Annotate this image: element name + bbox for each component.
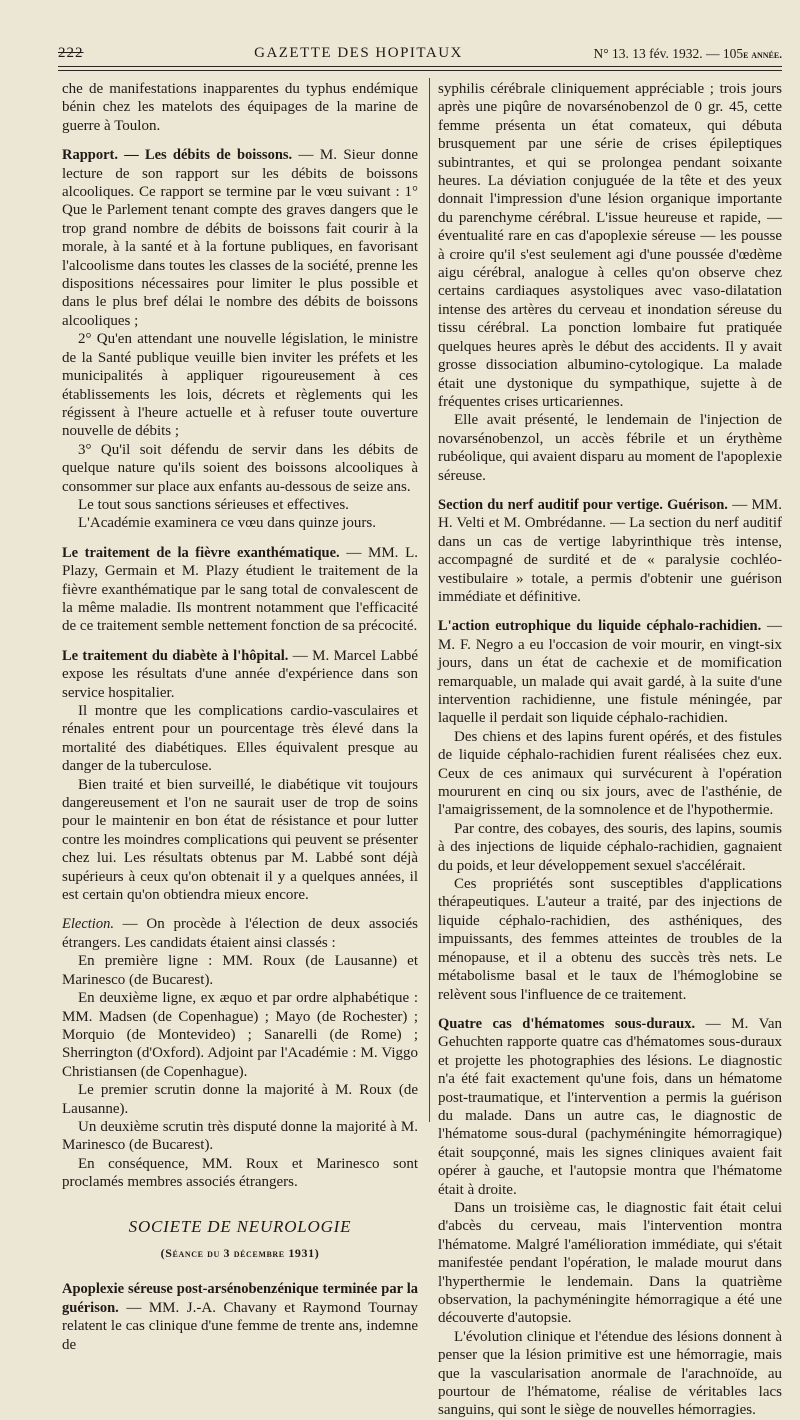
journal-title: GAZETTE DES HOPITAUX	[254, 45, 463, 61]
section-body: — M. F. Negro a eu l'occasion de voir mourir, en vingt-six jours, dans un état de cachexie et de momification remarquable, un malade qui avait gardé, à la suite d'une intervention rachidienne, une fistule méningée, par laquelle il perdait son liquide céphalo-rachidien.	[438, 618, 782, 727]
section-liquide-cephalo	[438, 617, 782, 1004]
paragraph: Par contre, des cobayes, des souris, des lapins, soumis à des injections de liquide céphalo-rachidien, gagnaient du poids, et leur développement sexuel s'accélérait.	[438, 820, 782, 874]
section-body: — M. Van Gehuchten rapporte quatre cas d'hématomes sous-duraux et projette les photographies des lésions. Le diagnostic n'a été fait exactement qu'une fois, dans un hématome post-traumatique, et l'intervention a permis la guérison du malade. Dans un autre cas, le diagnostic de l'hématome sous-dural (pachyméningite hémorragique) était soupçonné, mais les signes cliniques avaient fait opérer à gauche, et l'autopsie montra que l'hématome était à droite.	[438, 1015, 782, 1198]
paragraph: L'évolution clinique et l'étendue des lésions donnent à penser que la lésion primitive est une hémorragie, mais que la vascularisation anormale de l'arachnoïde, au pourtour de l'hématome, réalise de véritables lacs sanguins, qui sont le siège de nouvelles hémorragies.	[438, 1328, 782, 1419]
section-body: — MM. J.-A. Chavany et Raymond Tournay relatent le cas clinique d'une femme de trente ans, indemne de	[62, 1299, 418, 1353]
paragraph: En deuxième ligne, ex æquo et par ordre alphabétique : MM. Madsen (de Copenhague) ; Mayo (de Rochester) ; Morquio (de Montevideo) ; Sanarelli (de Rome) ; Sherrington (d'Oxford). Adjoint par l'Académie : M. Viggo Christiansen (de Copenhague).	[62, 990, 418, 1080]
section-heading: L'action eutrophique du liquide céphalo-rachidien.	[438, 618, 762, 635]
section-heading: Rapport. — Les débits de boissons.	[62, 147, 293, 164]
paragraph: Ces propriétés sont susceptibles d'applications thérapeutiques. L'auteur a traité, par des injections de liquide céphalo-rachidien, des asthéniques, des impuissants, des femmes atteintes de troubles de la ménopause, et il a obtenu des succès très nets. Le métabolisme basal et le taux de l'hémoglobine se relèvent sous l'influence de ce traitement.	[438, 876, 782, 1003]
section-nerf-auditif	[438, 496, 782, 606]
section-heading: Election.	[62, 916, 114, 933]
header-rule-thin	[58, 70, 782, 71]
section-heading: Le traitement du diabète à l'hôpital.	[62, 647, 289, 664]
section-body: — M. Sieur donne lecture de son rapport sur les débits de boissons alcooliques. Ce rapport se termine par le vœu suivant : 1° Que le Parlement tenant compte des graves dangers que le trop grand nombre de débits de boissons fait courir à la morale, à la santé et à la fortune publiques, en favorisant l'alcoolisme dans toutes les classes de la société, prenne les dispositions nécessaires pour limiter le plus possible et dans le plus bref délai le nombre des débits de boissons alcooliques ;	[62, 147, 418, 329]
section-heading: Section du nerf auditif pour vertige. Guérison.	[438, 496, 728, 513]
section-hematomes	[438, 1015, 782, 1420]
paragraph: Un deuxième scrutin très disputé donne la majorité à M. Marinesco (de Bucarest).	[62, 1118, 418, 1154]
section-election	[62, 915, 418, 1191]
paragraph: Elle avait présenté, le lendemain de l'injection de novarsénobenzol, un accès fébrile et un érythème rubéolique, qui avaient disparu au moment de l'apoplexie séreuse.	[438, 412, 782, 484]
right-column	[438, 80, 782, 1419]
paragraph: Le premier scrutin donne la majorité à M. Roux (de Lausanne).	[62, 1082, 418, 1117]
paragraph: 2° Qu'en attendant une nouvelle législation, le ministre de la Santé publique veuille bien inviter les préfets et les municipalités à appliquer rigoureusement à ces établissements les lois, décrets et règlements qui les régissent à l'heure actuelle et à refuser toute ouverture nouvelle de débits ;	[62, 331, 418, 440]
paragraph: Bien traité et bien surveillé, le diabétique vit toujours dangereusement et l'on ne saurait user de trop de soins pour le maintenir en bon état de résistance et pour lutter contre les moindres complications qui peuvent se présenter chez lui. Les résultats obtenus par M. Labbé sont déjà supérieurs à ceux qu'on obtenait il y a quelques années, il est certain qu'on obtiendra mieux encore.	[62, 776, 418, 904]
header-rule	[58, 66, 782, 67]
section-fievre	[62, 544, 418, 636]
paragraph: En conséquence, MM. Roux et Marinesco sont proclamés membres associés étrangers.	[62, 1155, 418, 1191]
paragraph: Le tout sous sanctions sérieuses et effectives.	[78, 496, 349, 513]
session-date	[62, 1244, 418, 1262]
section-diabete	[62, 647, 418, 905]
society-title: SOCIETE DE NEUROLOGIE	[128, 1216, 352, 1236]
section-body: — MM. L. Plazy, Germain et M. Plazy étudient le traitement de la fièvre exanthématique par le sang total de convalescent de la même maladie. Ils montrent notamment que l'efficacité de ce traitement semble nettement fonction de sa précocité.	[62, 544, 418, 635]
section-body: — On procède à l'élection de deux associés étrangers. Les candidats étaient ainsi classés :	[62, 916, 418, 951]
section-heading: Quatre cas d'hématomes sous-duraux.	[438, 1015, 696, 1032]
section-heading: Apoplexie séreuse post-arsénobenzénique terminée par la guérison.	[62, 1281, 418, 1316]
page-number: 222	[58, 45, 84, 61]
paragraph: syphilis cérébrale cliniquement appréciable ; trois jours après une piqûre de novarsénobenzol de 0 gr. 45, cette femme présenta un état comateux, qui débuta brusquement par une série de crises épileptiques subintrantes, et qui se prolongea pendant soixante heures. La déviation conjuguée de la tête et des yeux donnait l'impression d'une lésion organique importante du parenchyme cérébral. L'issue heureuse et rapide, — éventualité rare en cas d'apoplexie séreuse — les pousse à croire qu'il s'est seulement agi d'une poussée d'œdème aigu cérébral, analogue à celles qu'on observe chez certains cardiaques asystoliques avec vaso-dilatation intense des artères du cerveau et inondation séreuse du tissu cérébral. La ponction lombaire fut pratiquée quelques heures après le début des accidents. Il y avait grosse dissociation albumino-cytologique. La malade était une dystonique du sympathique, sujette à de fréquentes crises urticariennes.	[438, 81, 782, 410]
paragraph: En première ligne : MM. Roux (de Lausanne) et Marinesco (de Bucarest).	[62, 953, 418, 988]
session-date-text: (Séance du 3 décembre 1931)	[160, 1245, 320, 1260]
paragraph: L'Académie examinera ce vœu dans quinze jours.	[78, 515, 377, 532]
paragraph: Des chiens et des lapins furent opérés, et des fistules de liquide céphalo-rachidien furent réalisées chez eux. Ceux de ces animaux qui survécurent à l'opération moururent en cinq ou six jours, avec de l'asthénie, de l'amaigrissement, de la somnolence et de l'hypothermie.	[438, 728, 782, 819]
section-heading: Le traitement de la fièvre exanthématique.	[62, 544, 340, 561]
issue-date: N° 13. 13 fév. 1932. — 105	[593, 46, 744, 61]
paragraph: Dans un troisième cas, le diagnostic fait était celui d'abcès du cerveau, mais l'intervention montra l'hématome. Malgré l'amélioration immédiate, qui s'était manifestée pendant l'opération, le malade mourut dans l'hyperthermie le lendemain. Dans la quatrième observation, la pachyméningite hémorragique a été une découverte d'autopsie.	[438, 1199, 782, 1327]
section-debits-boissons	[62, 146, 418, 533]
paragraph: 3° Qu'il soit défendu de servir dans les débits de quelque nature qu'ils soient des boissons alcooliques à consommer sur place aux enfants au-dessous de seize ans.	[62, 441, 418, 495]
section-body: — MM. H. Velti et M. Ombrédanne. — La section du nerf auditif dans un cas de vertige labyrinthique très intense, accompagné de surdité et de « paralysie cochléo-vestibulaire » totale, a permis d'obtenir une guérison immédiate et définitive.	[438, 496, 782, 605]
left-column	[62, 80, 418, 1353]
page-header	[58, 36, 782, 62]
paragraph: Il montre que les complications cardio-vasculaires et rénales entrent pour un pourcentage très élevé dans la mortalité des diabétiques. Elles équivalent presque au danger de la tuberculose.	[62, 703, 418, 775]
paragraph: che de manifestations inapparentes du typhus endémique bénin chez les matelots des équipages de la marine de guerre à Toulon.	[62, 81, 418, 134]
section-apoplexie	[62, 1280, 418, 1354]
issue-info	[594, 46, 782, 62]
section-body: — M. Marcel Labbé expose les résultats d'une année d'expérience dans son service hospitalier.	[62, 647, 418, 701]
issue-suffix: e année.	[743, 49, 782, 61]
column-divider	[429, 78, 430, 1122]
